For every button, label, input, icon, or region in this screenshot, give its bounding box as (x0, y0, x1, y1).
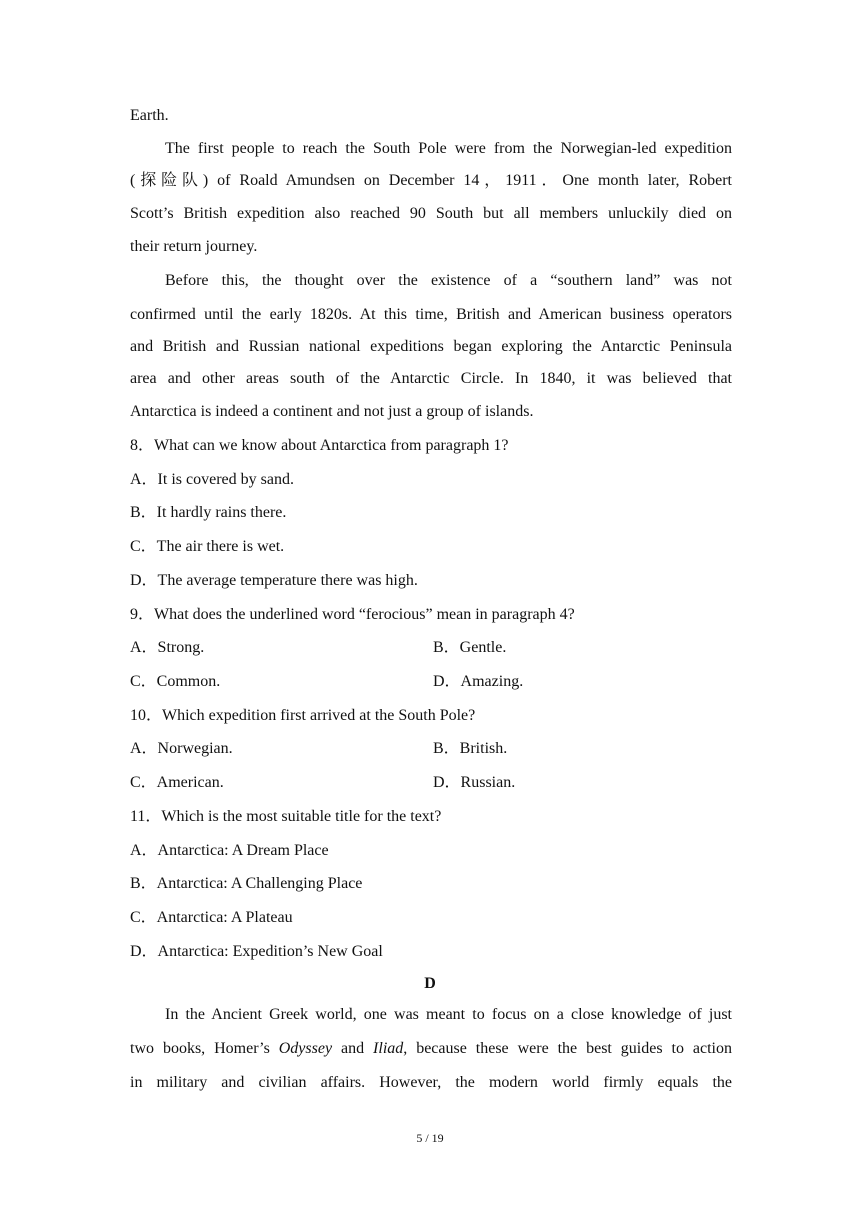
paragraph-line: Earth. (130, 107, 169, 124)
text-run: and (332, 1040, 374, 1057)
paragraph-line: their return journey. (130, 238, 258, 255)
question-9-option-b: B．Gentle. (433, 639, 507, 656)
question-9-option-d: D．Amazing. (433, 673, 524, 690)
paragraph-line: area and other areas south of the Antarctic Circle. In 1840, it was believed that (130, 370, 732, 387)
text-run: two books, Homer’s (130, 1040, 279, 1057)
question-8-option-a: A．It is covered by sand. (130, 471, 294, 488)
question-10-option-b: B．British. (433, 740, 508, 757)
question-9-option-c: C．Common. (130, 673, 221, 690)
paragraph-line (130, 1039, 732, 1059)
question-10-option-c: C．American. (130, 774, 224, 791)
paragraph-line: (探险队) of Roald Amundsen on December 14，1911．One month later, Robert (130, 172, 732, 189)
question-10-option-d: D．Russian. (433, 774, 516, 791)
paragraph-line: Before this, the thought over the existence of a “southern land” was not (165, 272, 732, 289)
book-title-odyssey: Odyssey (278, 1040, 333, 1057)
question-11-option-d: D．Antarctica: Expedition’s New Goal (130, 943, 383, 960)
paragraph-line: in military and civilian affairs. However, the modern world firmly equals the (130, 1074, 732, 1091)
question-11-option-c: C．Antarctica: A Plateau (130, 909, 293, 926)
text-run: , because these were the best guides to action (403, 1040, 733, 1057)
paragraph-line: and British and Russian national expeditions began exploring the Antarctic Peninsula (130, 338, 732, 355)
question-10-option-a: A．Norwegian. (130, 740, 233, 757)
question-11-option-a: A．Antarctica: A Dream Place (130, 842, 329, 859)
paragraph-line: The first people to reach the South Pole were from the Norwegian-led expedition (165, 140, 732, 157)
question-9-option-a: A．Strong. (130, 639, 205, 656)
paragraph-line: confirmed until the early 1820s. At this time, British and American business operators (130, 306, 732, 323)
question-8-option-c: C．The air there is wet. (130, 538, 285, 555)
book-title-iliad: Iliad (373, 1040, 404, 1057)
page-number: 5 / 19 (416, 1131, 444, 1145)
paragraph-line: Antarctica is indeed a continent and not just a group of islands. (130, 403, 534, 420)
question-9-stem: 9．What does the underlined word “ferocious” mean in paragraph 4? (130, 606, 575, 623)
section-heading: D (424, 975, 436, 992)
question-11-option-b: B．Antarctica: A Challenging Place (130, 875, 363, 892)
paragraph-line: In the Ancient Greek world, one was meant to focus on a close knowledge of just (165, 1006, 732, 1023)
question-8-option-b: B．It hardly rains there. (130, 504, 287, 521)
question-8-option-d: D．The average temperature there was high. (130, 572, 418, 589)
question-8-stem: 8．What can we know about Antarctica from paragraph 1? (130, 437, 509, 454)
question-11-stem: 11．Which is the most suitable title for the text? (130, 808, 442, 825)
question-10-stem: 10．Which expedition first arrived at the South Pole? (130, 707, 476, 724)
paragraph-line: Scott’s British expedition also reached 90 South but all members unluckily died on (130, 205, 732, 222)
